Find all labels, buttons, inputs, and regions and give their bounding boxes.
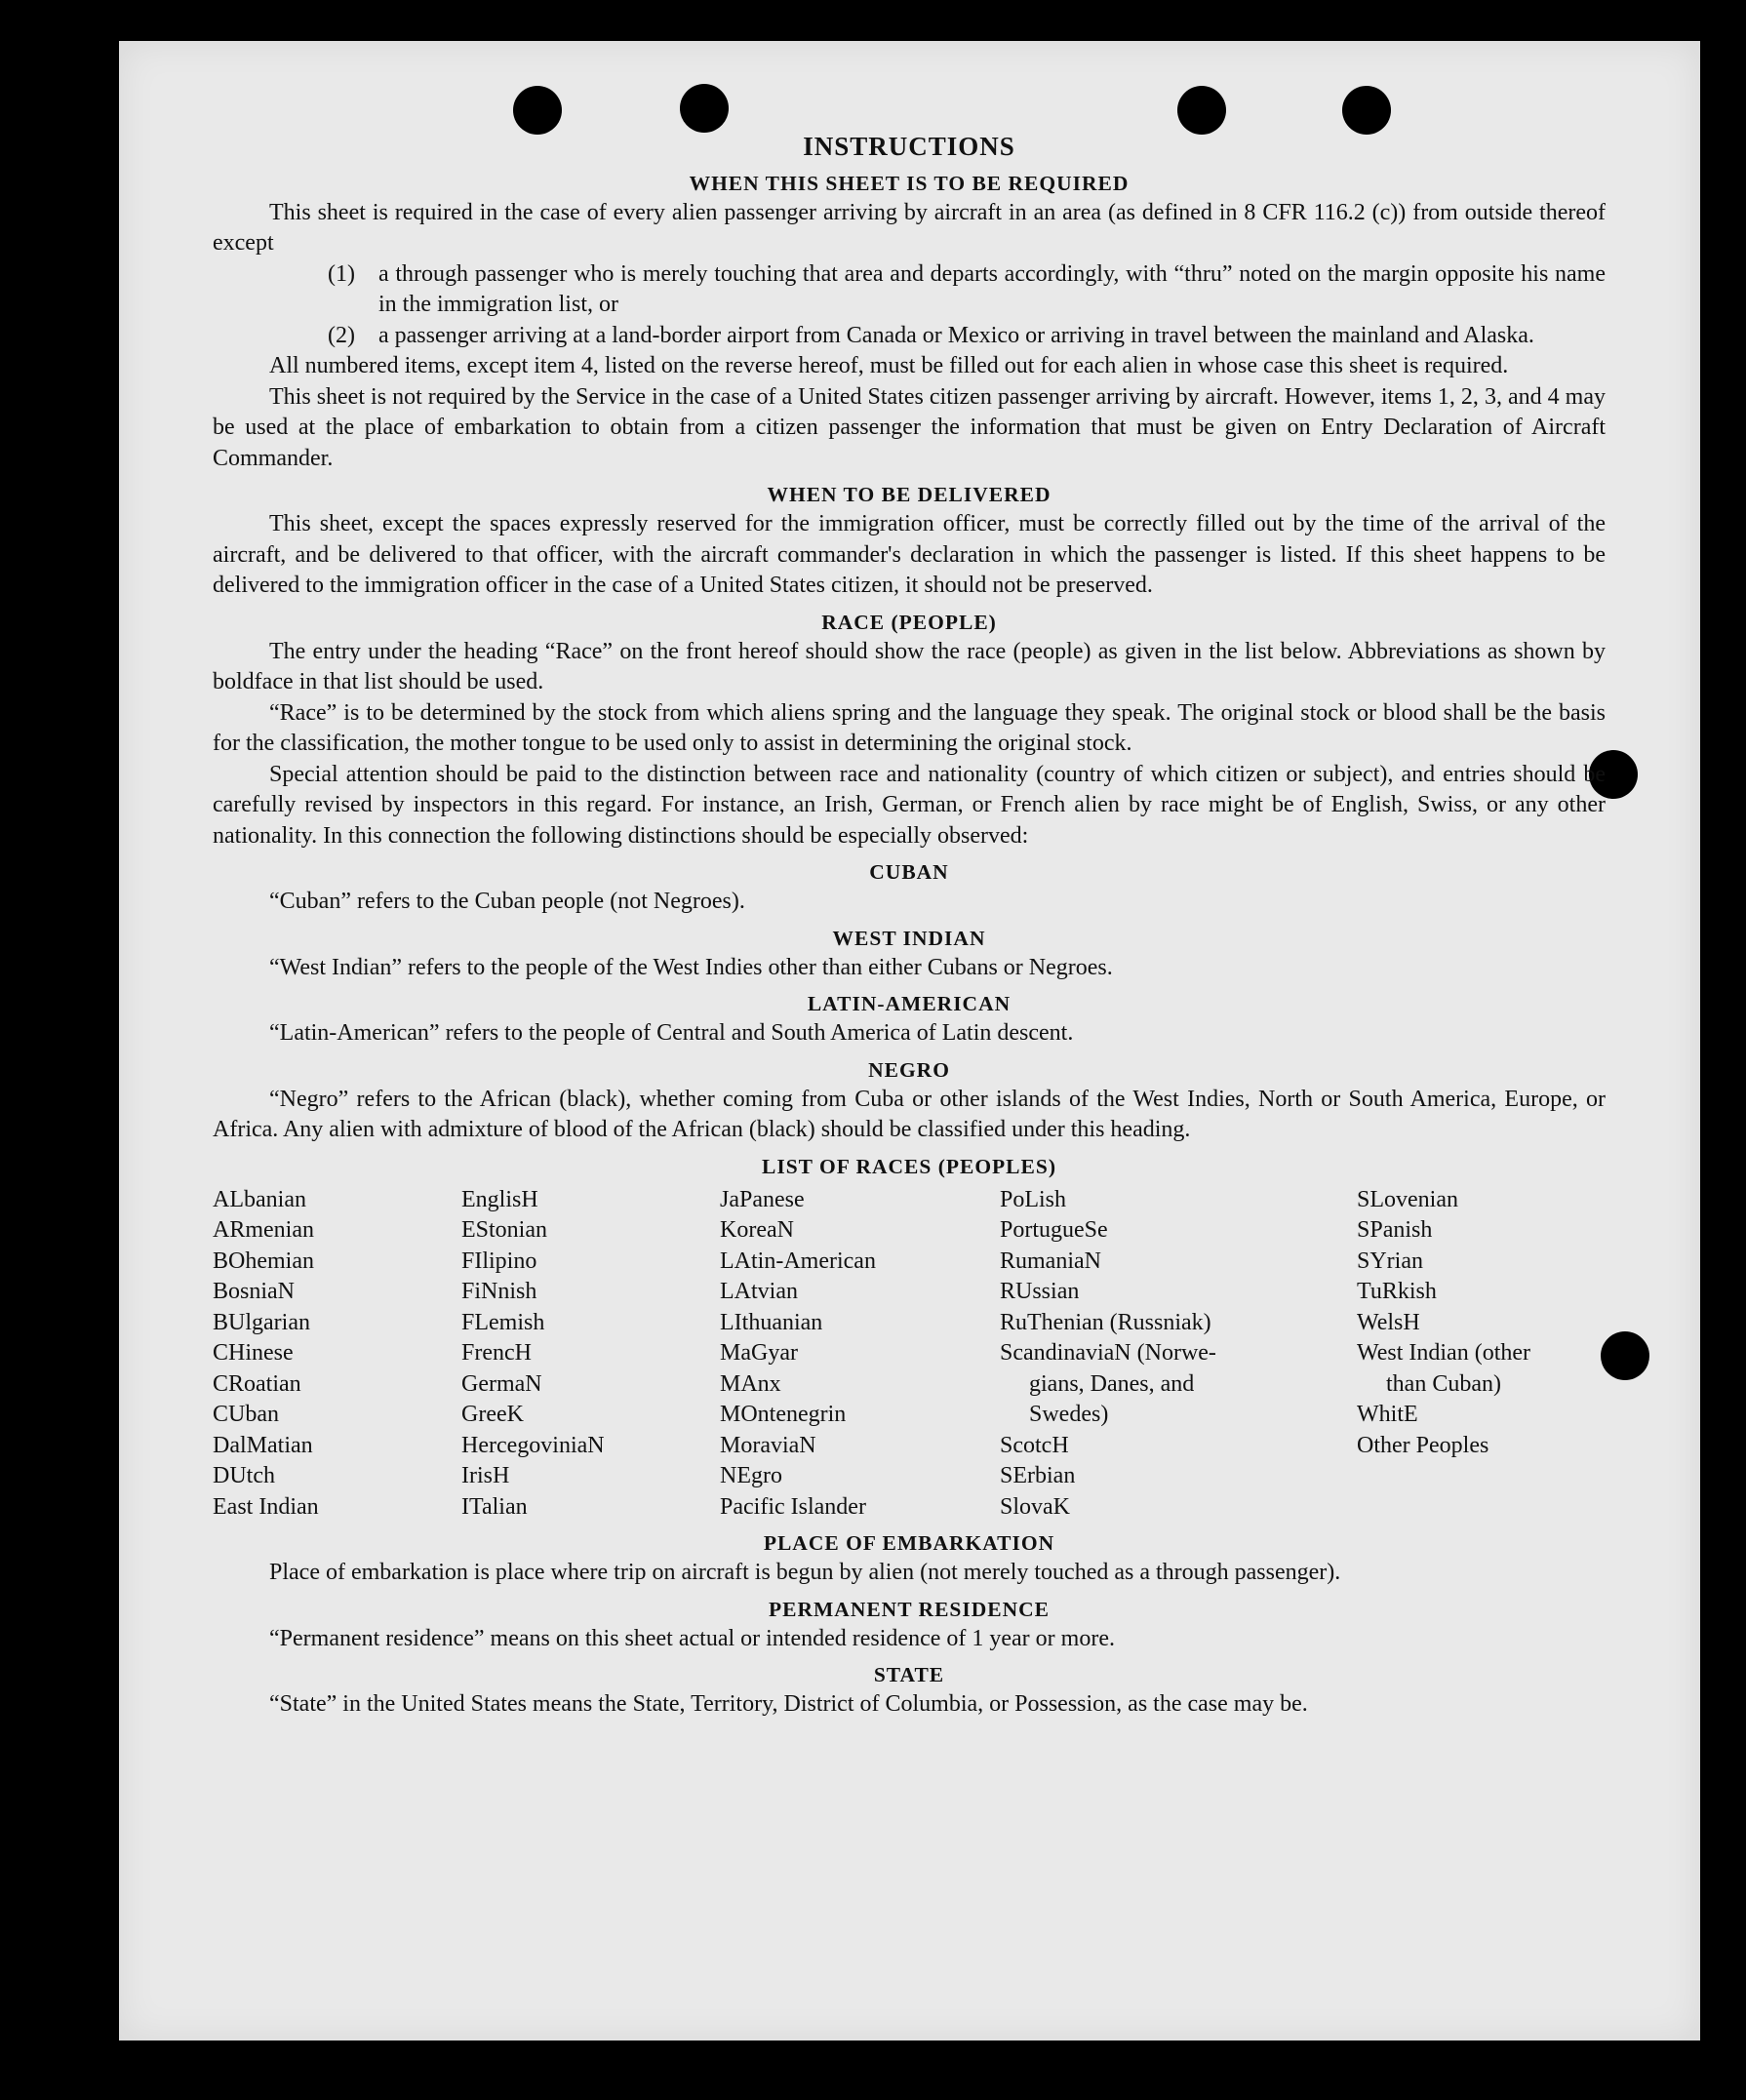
paragraph: “State” in the United States means the State, Territory, District of Columbia, or Possession, as the case may be. bbox=[269, 1691, 1308, 1717]
race-item: RumaniaN bbox=[1000, 1248, 1101, 1274]
heading-permanent-residence: PERMANENT RESIDENCE bbox=[769, 1597, 1050, 1621]
race-item: EnglisH bbox=[461, 1186, 538, 1212]
race-item: BOhemian bbox=[213, 1248, 314, 1274]
paragraph: “Permanent residence” means on this sheet actual or intended residence of 1 year or more. bbox=[269, 1625, 1115, 1651]
paragraph: “West Indian” refers to the people of the West Indies other than either Cubans or Negroes. bbox=[269, 954, 1113, 980]
races-column bbox=[1000, 1185, 1357, 1524]
list-item bbox=[213, 321, 1606, 352]
race-item: FLemish bbox=[461, 1309, 545, 1335]
race-item: RuThenian (Russniak) bbox=[1000, 1309, 1211, 1335]
race-item: HercegoviniaN bbox=[461, 1432, 605, 1458]
race-item: LAtvian bbox=[720, 1279, 798, 1304]
punch-hole bbox=[1601, 1331, 1649, 1380]
paragraph: This sheet, except the spaces expressly reserved for the immigration officer, must be correctly filled out by the time of the arrival of the aircraft, and be delivered to that officer, with the aircraft commander's declaration in which the passenger is listed. If this sheet happens to be delivered to the immigration officer in the case of a United States citizen, it should not be preserved. bbox=[213, 511, 1606, 598]
heading-state: STATE bbox=[873, 1663, 945, 1686]
paragraph: Special attention should be paid to the distinction between race and nationality (country of which citizen or subject), and entries should be carefully revised by inspectors in this regard. For instance, an Irish, German, or French alien by race might be of English, Swiss, or any other nationality. In this connection the following distinctions should be especially observed: bbox=[213, 761, 1606, 849]
race-item: FIlipino bbox=[461, 1248, 537, 1274]
race-item: GreeK bbox=[461, 1402, 524, 1427]
race-item: CRoatian bbox=[213, 1370, 301, 1397]
race-item: JaPanese bbox=[720, 1186, 805, 1212]
item-text: a through passenger who is merely touching that area and departs accordingly, with “thru” noted on the margin opposite his name in the immigration list, or bbox=[378, 260, 1606, 317]
race-item: LIthuanian bbox=[720, 1309, 823, 1335]
race-item: PoLish bbox=[1000, 1186, 1067, 1212]
races-list bbox=[213, 1185, 1606, 1524]
heading-embarkation: PLACE OF EMBARKATION bbox=[763, 1531, 1055, 1555]
race-item: West Indian (other bbox=[1357, 1340, 1531, 1366]
race-item: IrisH bbox=[461, 1463, 510, 1488]
heading-negro: NEGRO bbox=[868, 1057, 950, 1082]
heading-west-indian: WEST INDIAN bbox=[832, 926, 986, 950]
page-title: INSTRUCTIONS bbox=[803, 132, 1015, 161]
race-item: Swedes) bbox=[1029, 1402, 1109, 1427]
race-item: RUssian bbox=[1000, 1279, 1080, 1304]
paragraph: Place of embarkation is place where trip on aircraft is begun by alien (not merely touched as a through passenger). bbox=[269, 1560, 1341, 1585]
paragraph: “Latin-American” refers to the people of Central and South America of Latin descent. bbox=[269, 1020, 1074, 1046]
race-item: WelsH bbox=[1357, 1309, 1420, 1335]
race-item: gians, Danes, and bbox=[1029, 1370, 1195, 1397]
race-item: CHinese bbox=[213, 1340, 294, 1366]
paragraph: “Negro” refers to the African (black), whether coming from Cuba or other islands of the West Indies, North or South America, Europe, or Africa. Any alien with admixture of blood of the African (black) should be classified under this heading. bbox=[213, 1086, 1606, 1142]
paragraph: This sheet is not required by the Service in the case of a United States citizen passenger arriving by aircraft. However, items 1, 2, 3, and 4 may be used at the place of embarkation to obtain from a citizen passenger the information that must be given on Entry Declaration of Aircraft Commander. bbox=[213, 383, 1606, 471]
item-number: (1) bbox=[328, 260, 355, 287]
race-item: MaGyar bbox=[720, 1340, 798, 1366]
race-item: SErbian bbox=[1000, 1463, 1076, 1488]
race-item: BUlgarian bbox=[213, 1309, 310, 1335]
heading-when-required: WHEN THIS SHEET IS TO BE REQUIRED bbox=[689, 171, 1130, 195]
race-item: SYrian bbox=[1357, 1248, 1423, 1274]
race-item: FiNnish bbox=[461, 1279, 537, 1304]
race-item: NEgro bbox=[720, 1463, 782, 1488]
race-item: MOntenegrin bbox=[720, 1402, 847, 1427]
race-item: than Cuban) bbox=[1386, 1370, 1501, 1397]
heading-cuban: CUBAN bbox=[869, 860, 949, 884]
instructions-body bbox=[213, 132, 1606, 1721]
race-item: ALbanian bbox=[213, 1186, 306, 1212]
races-column bbox=[1357, 1185, 1606, 1524]
race-item: EStonian bbox=[461, 1217, 547, 1243]
race-item: LAtin-American bbox=[720, 1248, 876, 1274]
race-item: FrencH bbox=[461, 1340, 532, 1366]
race-item: MAnx bbox=[720, 1370, 781, 1397]
race-item: East Indian bbox=[213, 1493, 319, 1520]
document-page bbox=[119, 41, 1700, 2041]
paragraph: “Cuban” refers to the Cuban people (not Negroes). bbox=[269, 889, 745, 914]
race-item: ScotcH bbox=[1000, 1432, 1069, 1458]
race-item: MoraviaN bbox=[720, 1432, 816, 1458]
item-text: a passenger arriving at a land-border airport from Canada or Mexico or arriving in travel between the mainland and Alaska. bbox=[378, 322, 1534, 348]
paragraph: The entry under the heading “Race” on the front hereof should show the race (people) as given in the list below. Abbreviations as shown by boldface in that list should be used. bbox=[213, 638, 1606, 694]
punch-hole bbox=[680, 84, 729, 133]
paragraph: “Race” is to be determined by the stock from which aliens spring and the language they speak. The original stock or blood shall be the basis for the classification, the mother tongue to be used only to assist in determining the original stock. bbox=[213, 699, 1606, 756]
race-item: CUban bbox=[213, 1402, 279, 1427]
race-item: WhitE bbox=[1357, 1402, 1418, 1427]
heading-race: RACE (PEOPLE) bbox=[821, 610, 997, 634]
race-item: Other Peoples bbox=[1357, 1432, 1489, 1458]
races-column bbox=[461, 1185, 720, 1524]
heading-list-of-races: LIST OF RACES (PEOPLES) bbox=[762, 1154, 1056, 1178]
race-item: PortugueSe bbox=[1000, 1217, 1108, 1243]
item-number: (2) bbox=[328, 322, 355, 348]
paragraph: This sheet is required in the case of every alien passenger arriving by aircraft in an area (as defined in 8 CFR 116.2 (c)) from outside thereof except bbox=[213, 199, 1606, 256]
heading-when-delivered: WHEN TO BE DELIVERED bbox=[767, 483, 1052, 506]
punch-hole bbox=[1177, 86, 1226, 135]
list-item bbox=[213, 259, 1606, 321]
race-item: BosniaN bbox=[213, 1279, 295, 1304]
race-item: SPanish bbox=[1357, 1217, 1433, 1243]
race-item: ScandinaviaN (Norwe- bbox=[1000, 1340, 1216, 1366]
race-item: GermaN bbox=[461, 1370, 542, 1397]
race-item: SlovaK bbox=[1000, 1493, 1070, 1520]
race-item: SLovenian bbox=[1357, 1186, 1458, 1212]
race-item: ITalian bbox=[461, 1493, 528, 1520]
punch-hole bbox=[1342, 86, 1391, 135]
race-item: TuRkish bbox=[1357, 1279, 1437, 1304]
race-item: Pacific Islander bbox=[720, 1493, 866, 1520]
race-item: KoreaN bbox=[720, 1217, 794, 1243]
races-column bbox=[720, 1185, 1000, 1524]
punch-hole bbox=[513, 86, 562, 135]
race-item: DalMatian bbox=[213, 1432, 313, 1458]
paragraph: All numbered items, except item 4, listed on the reverse hereof, must be filled out for each alien in whose case this sheet is required. bbox=[269, 353, 1509, 378]
races-column bbox=[213, 1185, 461, 1524]
race-item: DUtch bbox=[213, 1463, 275, 1488]
heading-latin-american: LATIN-AMERICAN bbox=[807, 992, 1012, 1015]
race-item: ARmenian bbox=[213, 1217, 314, 1243]
